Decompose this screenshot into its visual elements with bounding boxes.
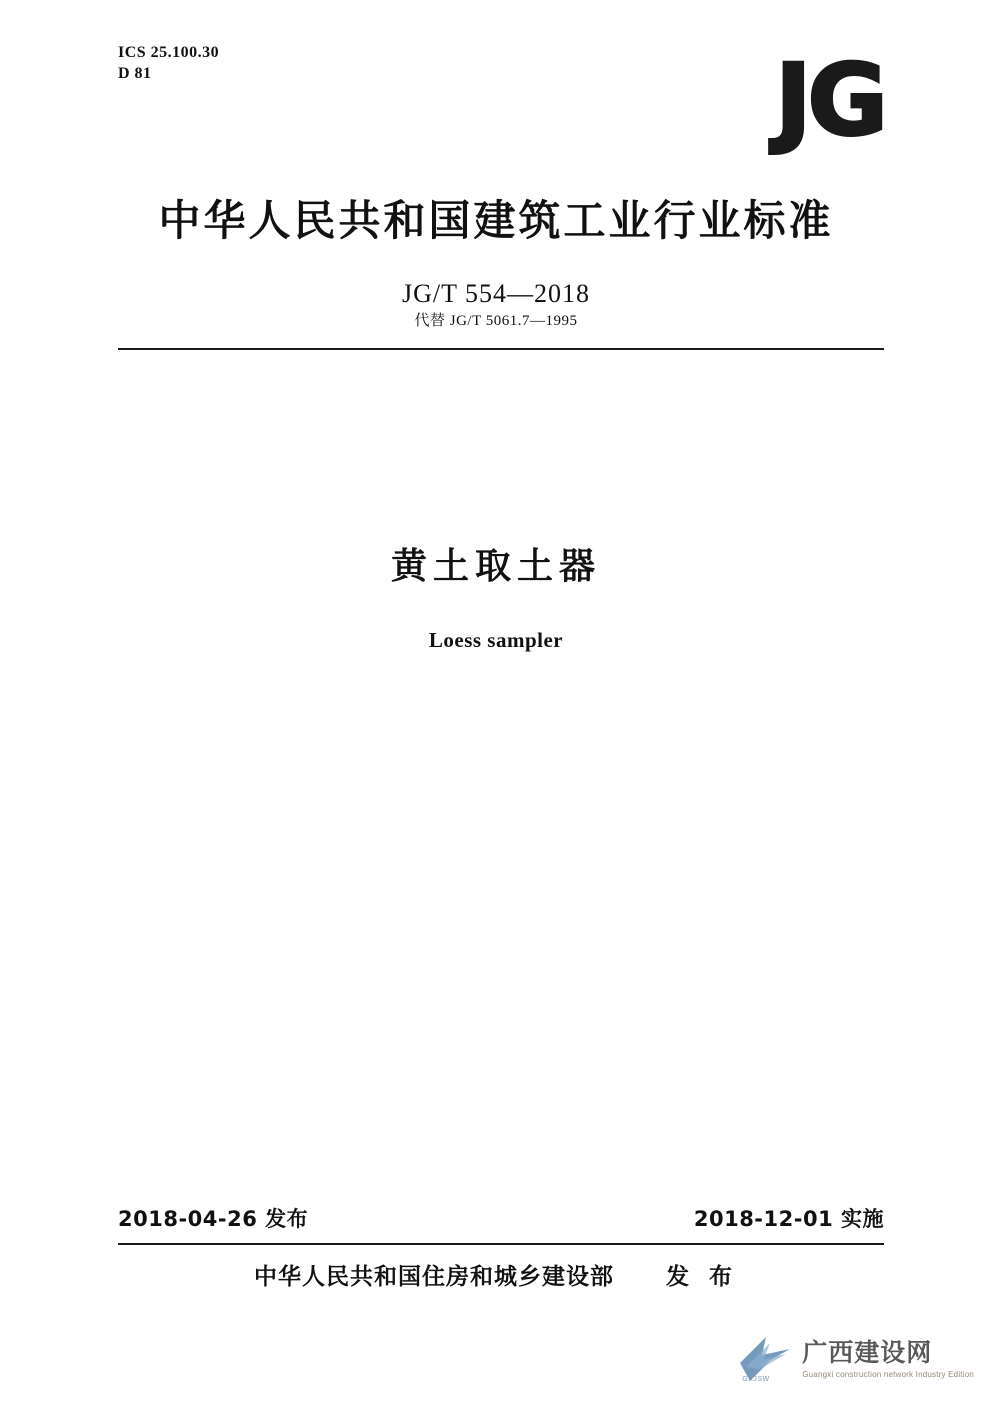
jg-logo: JG — [775, 44, 884, 158]
ics-code: ICS 25.100.30 — [118, 44, 220, 61]
ics-block — [118, 42, 219, 84]
effective-date: 2018-12-01 实施 — [693, 1207, 884, 1231]
publish-word: 发 布 — [666, 1264, 739, 1290]
standard-number: JG/T 554—2018 — [401, 279, 591, 308]
header-divider — [118, 348, 884, 350]
classification-code: D 81 — [118, 65, 152, 83]
star-icon — [736, 1333, 794, 1385]
document-title-cn: 黄土取土器 — [390, 546, 601, 587]
issue-date: 2018-04-26 发布 — [118, 1207, 309, 1231]
watermark — [736, 1333, 974, 1385]
date-row — [118, 1203, 884, 1233]
document-title-en: Loess sampler — [428, 628, 564, 652]
watermark-text — [802, 1339, 974, 1379]
watermark-title-cn: 广西建设网 — [802, 1338, 933, 1368]
publisher-name: 中华人民共和国住房和城乡建设部 — [253, 1264, 614, 1290]
watermark-subtext: GXJSW — [742, 1376, 770, 1383]
replaced-standard: 代替 JG/T 5061.7—1995 — [414, 313, 578, 329]
watermark-title-en: Guangxi construction network Industry Edition — [802, 1369, 974, 1379]
issuing-title: 中华人民共和国建筑工业行业标准 — [158, 196, 834, 245]
footer-divider — [118, 1243, 884, 1245]
publisher-line — [0, 1258, 992, 1291]
